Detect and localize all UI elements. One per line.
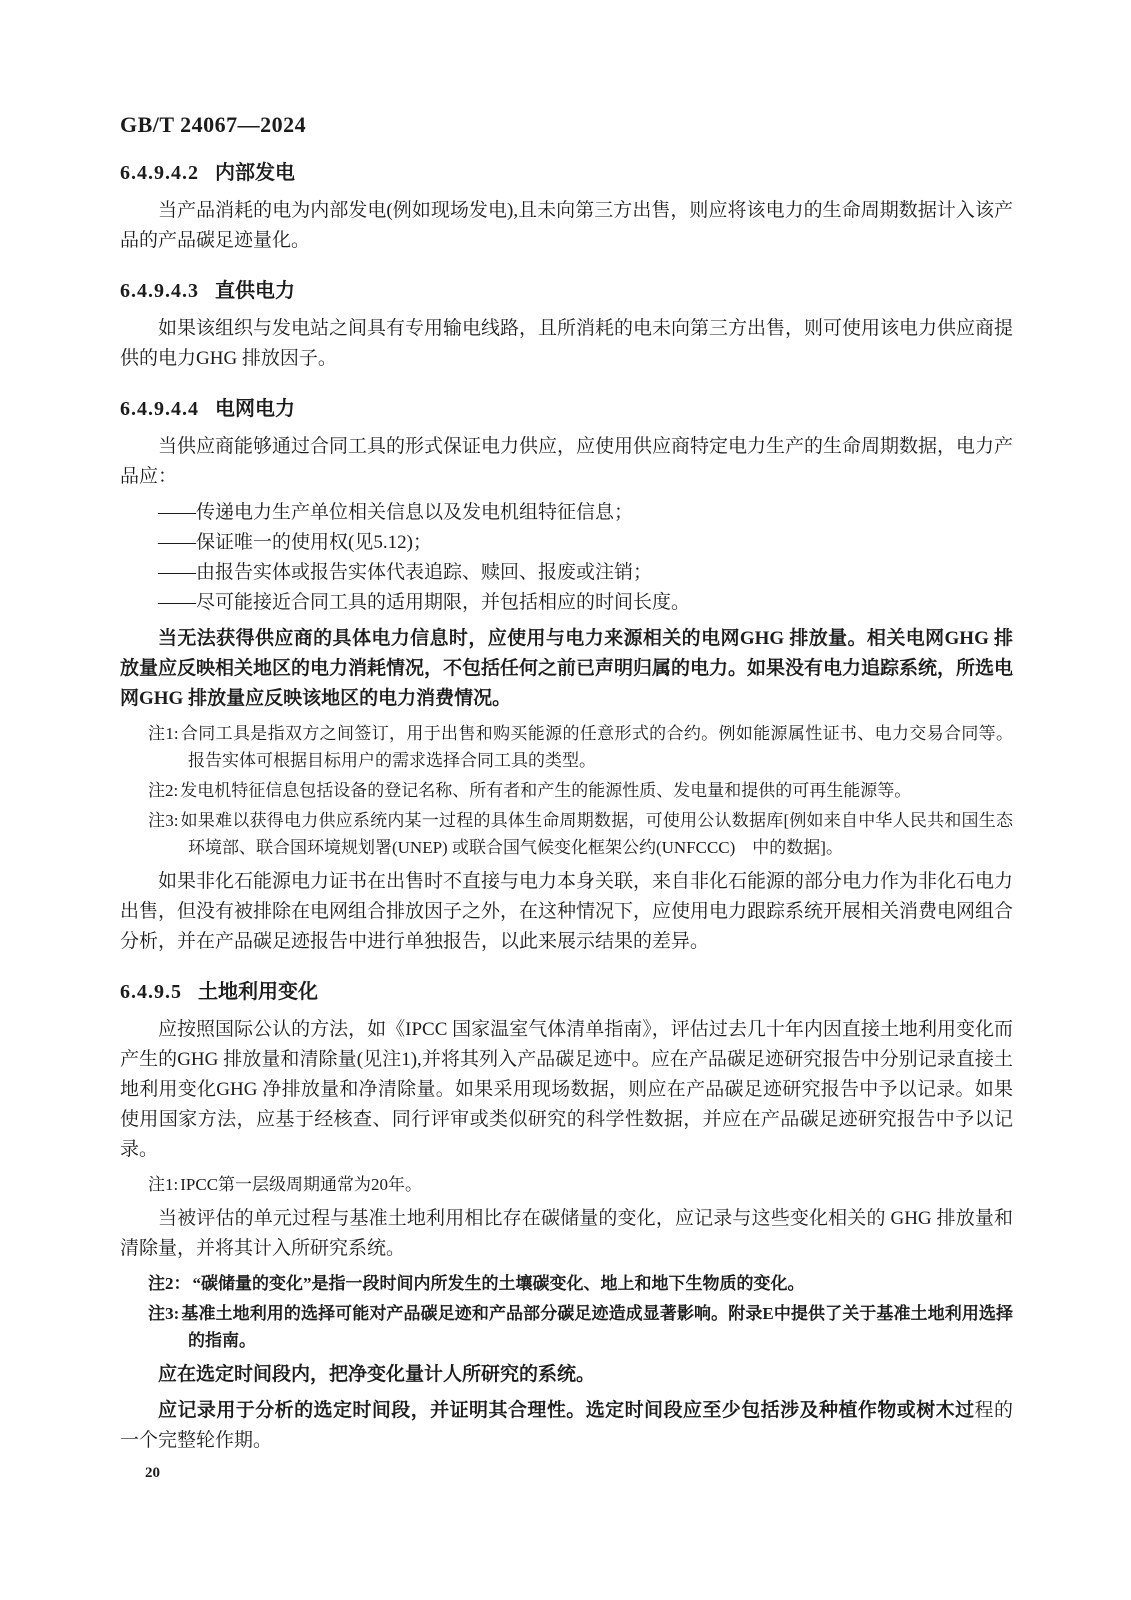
list-item: ——保证唯一的使用权(见5.12)；: [158, 532, 432, 553]
note-text: 发电机特征信息包括设备的登记名称、所有者和产生的能源性质、发电量和提供的可再生能源等。: [180, 781, 912, 800]
paragraph: 如果该组织与发电站之间具有专用输电线路，且所消耗的电未向第三方出售，则可使用该电力供应商提供的电力GHG 排放因子。: [120, 318, 1014, 369]
note: [120, 1171, 1013, 1198]
note-label: 注3:: [148, 811, 179, 830]
list-item: ——尽可能接近合同工具的适用期限，并包括相应的时间长度。: [158, 592, 691, 613]
note-text: IPCC第一层级周期通常为20年。: [180, 1175, 423, 1194]
note-label: 注2：: [148, 1274, 191, 1293]
note-text: “碳储量的变化”是指一段时间内所发生的土壤碳变化、地上和地下生物质的变化。: [192, 1274, 805, 1293]
note-label: 注2:: [148, 781, 179, 800]
paragraph: 当供应商能够通过合同工具的形式保证电力供应，应使用供应商特定电力生产的生命周期数据，电力产品应：: [120, 436, 1014, 487]
standard-code: GB/T 24067—2024: [120, 112, 307, 137]
clause-number: 6.4.9.4.3: [120, 280, 199, 302]
clause-number: 6.4.9.4.4: [120, 398, 199, 420]
dash-list: [120, 498, 1013, 618]
clause-heading-direct-supply: [120, 278, 1013, 304]
paragraph: 如果非化石能源电力证书在出售时不直接与电力本身关联，来自非化石能源的部分电力作为非化石电力出售，但没有被排除在电网组合排放因子之外，在这种情况下，应使用电力跟踪系统开展相关消费电网组合分析，并在产品碳足迹报告中进行单独报告，以此来展示结果的差异。: [120, 871, 1014, 952]
note: [120, 1270, 1013, 1297]
page-number: 20: [145, 1465, 160, 1481]
note-text: 如果难以获得电力供应系统内某一过程的具体生命周期数据，可使用公认数据库[例如来自中华人民共和国生态环境部、联合国环境规划署(UNEP) 或联合国气候变化框架公约(UNFCCC) 中的数据]。: [180, 811, 1013, 857]
clause-title: 土地利用变化: [198, 981, 318, 1003]
paragraph-emphasized: 当无法获得供应商的具体电力信息时，应使用与电力来源相关的电网GHG 排放量。相关电网GHG 排放量应反映相关地区的电力消耗情况，不包括任何之前已声明归属的电力。如果没有电力追踪系统，所选电网GHG 排放量应反映该地区的电力消费情况。: [120, 628, 1014, 709]
list-item: ——传递电力生产单位相关信息以及发电机组特征信息；: [158, 502, 634, 523]
clause-heading-land-use-change: [120, 979, 1013, 1005]
clause-number: 6.4.9.5: [120, 981, 182, 1003]
note: [120, 720, 1013, 774]
paragraph-mixed-weight: [120, 1396, 1013, 1456]
paragraph-bold-run: 应记录用于分析的选定时间段，并证明其合理性。选定时间段应至少包括涉及种植作物或树木过: [158, 1400, 975, 1421]
note: [120, 777, 1013, 804]
note-label: 注3:: [148, 1304, 180, 1323]
note-text: 合同工具是指双方之间签订，用于出售和购买能源的任意形式的合约。例如能源属性证书、电力交易合同等。报告实体可根据目标用户的需求选择合同工具的类型。: [180, 724, 1013, 770]
paragraph-emphasized: 应在选定时间段内，把净变化量计人所研究的系统。: [158, 1364, 596, 1385]
clause-title: 电网电力: [215, 398, 295, 420]
note: [120, 807, 1013, 861]
clause-title: 直供电力: [215, 280, 295, 302]
paragraph: 应按照国际公认的方法，如《IPCC 国家温室气体清单指南》，评估过去几十年内因直接土地利用变化而产生的GHG 排放量和清除量(见注1),并将其列入产品碳足迹中。应在产品碳足迹研究报告中分别记录直接土地利用变化GHG 净排放量和净清除量。如果采用现场数据，则应在产品碳足迹研究报告中予以记录。如果使用国家方法，应基于经核查、同行评审或类似研究的科学性数据，并应在产品碳足迹研究报告中予以记录。: [120, 1019, 1013, 1160]
clause-heading-internal-generation: [120, 160, 1013, 186]
list-item: ——由报告实体或报告实体代表追踪、赎回、报废或注销；: [158, 562, 653, 583]
clause-title: 内部发电: [215, 162, 295, 184]
paragraph: 当产品消耗的电为内部发电(例如现场发电),且未向第三方出售，则应将该电力的生命周期数据计入该产品的产品碳足迹量化。: [120, 200, 1013, 251]
note: [120, 1300, 1013, 1354]
paragraph-normal-run: 程的一个完整轮作期。: [120, 1400, 1013, 1451]
note-label: 注1:: [148, 724, 179, 743]
page-header: [120, 112, 1013, 138]
clause-number: 6.4.9.4.2: [120, 162, 199, 184]
page-content: [120, 112, 1013, 1462]
paragraph: 当被评估的单元过程与基准土地利用相比存在碳储量的变化，应记录与这些变化相关的 GHG 排放量和清除量，并将其计入所研究系统。: [120, 1208, 1013, 1259]
note-label: 注1:: [148, 1175, 179, 1194]
note-text: 基准土地利用的选择可能对产品碳足迹和产品部分碳足迹造成显著影响。附录E中提供了关于基准土地利用选择的指南。: [181, 1304, 1013, 1350]
clause-heading-grid-power: [120, 396, 1013, 422]
